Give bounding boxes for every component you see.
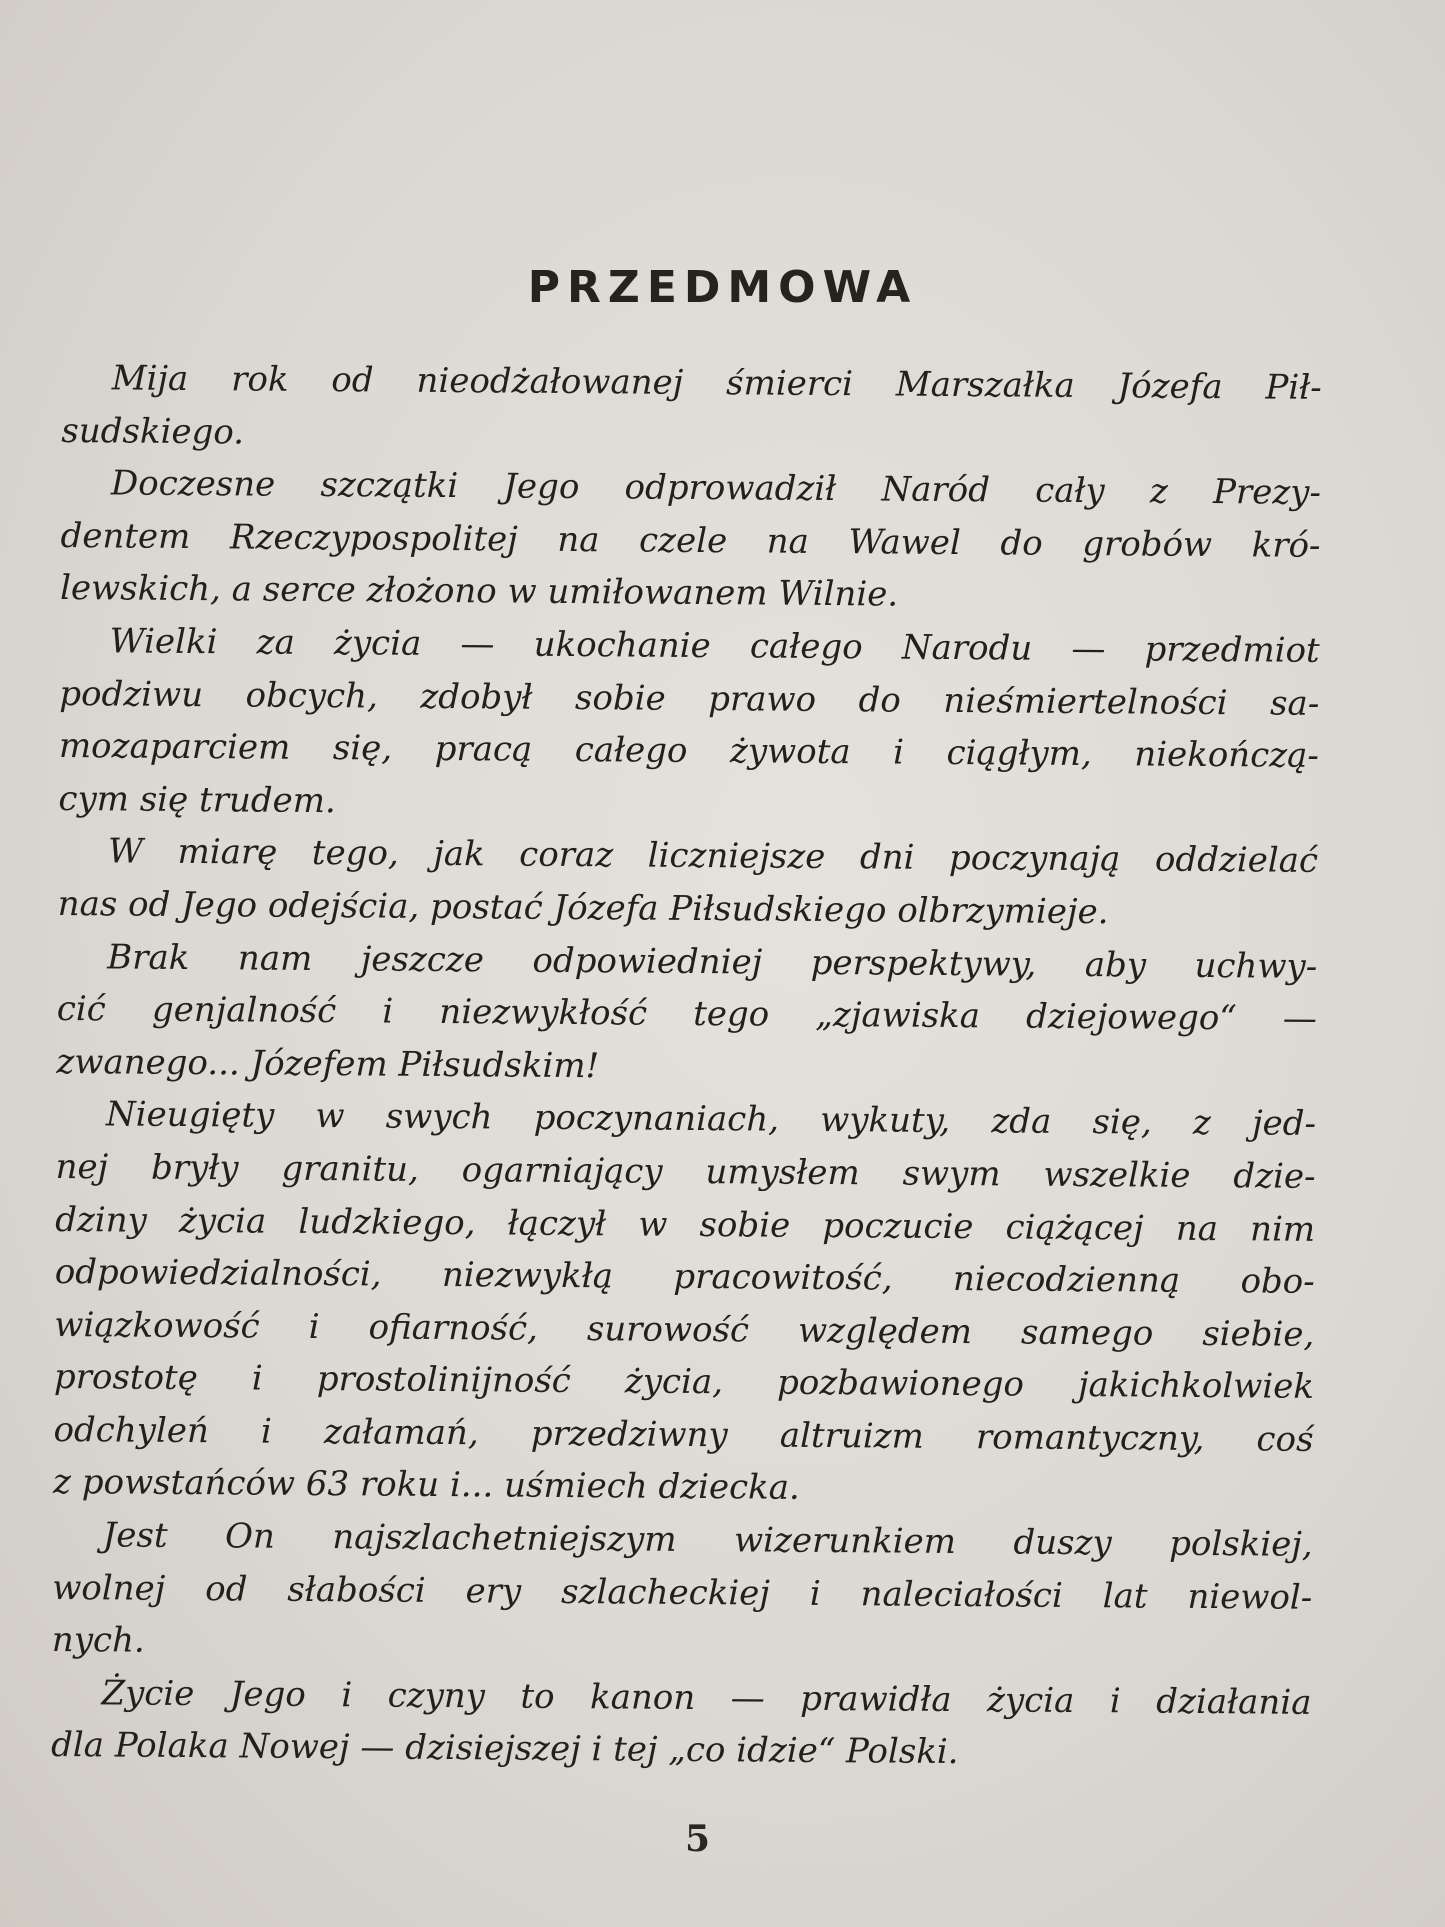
text-line: dentem Rzeczypospolitej na czele na Wawel do grobów kró- xyxy=(60,515,1321,566)
text-line: podziwu obcych, zdobył sobie prawo do nieśmiertelności sa- xyxy=(59,673,1320,724)
text-line: odchyleń i załamań, przedziwny altruizm romantyczny, coś xyxy=(53,1409,1314,1460)
text-line: cym się trudem. xyxy=(58,778,336,821)
text-line: dziny życia ludzkiego, łączył w sobie poczucie ciążącej na nim xyxy=(55,1199,1316,1250)
text-line: cić genjalność i niezwykłość tego „zjawiska dziejowego“ — xyxy=(56,989,1317,1039)
text-line: sudskiego. xyxy=(61,410,245,453)
text-line: z powstańców 63 roku i... uśmiech dziecka. xyxy=(52,1462,800,1509)
text-line: zwanego... Józefem Piłsudskim! xyxy=(56,1041,600,1086)
text-line: wolnej od słabości ery szlacheckiej i naleciałości lat niewol- xyxy=(52,1567,1313,1618)
text-line: dla Polaka Nowej — dzisiejszej i tej „co idzie“ Polski. xyxy=(50,1725,959,1773)
text-line: Mija rok od nieodżałowanej śmierci Marszałka Józefa Pił- xyxy=(111,358,1322,408)
text-line: Wielki za życia — ukochanie całego Narodu — przedmiot xyxy=(109,621,1320,671)
text-line: W miarę tego, jak coraz liczniejsze dni poczynają oddzielać xyxy=(107,831,1319,882)
page-title: PRZEDMOWA xyxy=(527,262,918,313)
text-line: nej bryły granitu, ogarniający umysłem swym wszelkie dzie- xyxy=(55,1146,1316,1197)
text-line: wiązkowość i ofiarność, surowość względem samego siebie, xyxy=(54,1304,1315,1355)
text-line: Jest On najszlachetniejszym wizerunkiem duszy polskiej, xyxy=(102,1515,1313,1565)
text-line: Doczesne szczątki Jego odprowadził Naród cały z Prezy- xyxy=(110,463,1322,514)
body-text xyxy=(51,352,1322,1782)
text-line: Nieugięty w swych poczynaniach, wykuty, zda się, z jed- xyxy=(105,1094,1317,1145)
text-line: Brak nam jeszcze odpowiedniej perspektywy, aby uchwy- xyxy=(107,936,1318,987)
text-line: nych. xyxy=(51,1620,145,1661)
text-line: odpowiedzialności, niezwykłą pracowitość, niecodzienną obo- xyxy=(54,1252,1315,1302)
text-line: nas od Jego odejścia, postać Józefa Piłsudskiego olbrzymieje. xyxy=(57,883,1109,933)
text-line: prostotę i prostolinijność życia, pozbawionego jakichkolwiek xyxy=(53,1357,1315,1408)
text-line: lewskich, a serce złożono w umiłowanem Wilnie. xyxy=(59,568,899,615)
page-number: 5 xyxy=(684,1818,711,1860)
text-line: mozaparciem się, pracą całego żywota i ciągłym, niekończą- xyxy=(58,726,1320,777)
text-line: Życie Jego i czyny to kanon — prawidła życia i działania xyxy=(101,1673,1312,1723)
